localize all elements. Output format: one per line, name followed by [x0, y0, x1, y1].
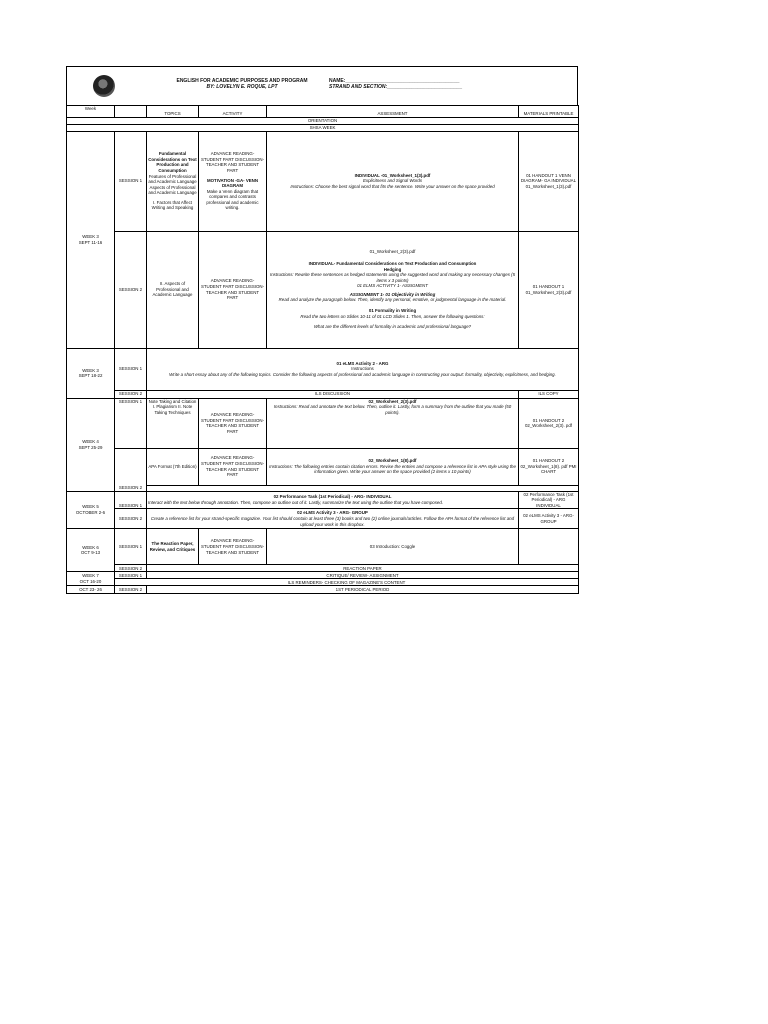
shsa-week-cell: SHSA WEEK: [67, 124, 579, 131]
week-dates: OCT 16-20: [79, 578, 102, 584]
week6-label-cell: [67, 529, 115, 572]
week-dates: OCTOBER 2-6: [75, 509, 106, 515]
col-blank: [115, 106, 147, 118]
col-assessment: ASSESSMENT: [267, 106, 519, 118]
course-title: ENGLISH FOR ACADEMIC PURPOSES AND PROGRAM: [176, 78, 308, 84]
week4-label-cell: [67, 398, 115, 491]
schedule-table: [66, 105, 579, 594]
assessment-title: INDIVIDUAL -01_Worksheet_1(3).pdf: [354, 172, 431, 178]
assessment-instructions: Instructions: Choose the best signal word that fits the sentence. Write your answer on the space provided: [290, 183, 495, 189]
shsa-week-row: [67, 124, 579, 131]
document-header: [66, 66, 578, 106]
col-week: Week: [67, 106, 115, 118]
name-line: NAME:_________________________________________: [329, 78, 460, 84]
week-label: WEEK 5: [82, 504, 99, 510]
session-label: SESSION 2: [115, 565, 147, 572]
assessment-subtitle: Hedging: [383, 266, 402, 272]
week-dates: SEPT 18-22: [78, 373, 103, 379]
week6-session1-row: [67, 529, 579, 565]
assessment-file: 02_Worksheet_2(3).pdf: [368, 398, 417, 404]
topic-cell: II. Aspects of Professional and Academic Language: [147, 231, 199, 348]
formality-question: What are the different levels of formality in academic and professional language?: [313, 324, 472, 330]
activity-cell: ADVANCE READING- STUDENT PART DISCUSSION- TEACHER AND STUDENT: [199, 529, 267, 565]
reaction-paper-cell: REACTION PAPER: [147, 565, 579, 572]
topic-title: Fundamental Considerations on Text Production and Consumption: [148, 151, 197, 173]
week-label: WEEK 7: [82, 573, 99, 579]
elms-activity: 01 ELMS ACTIVITY 1- ASSIGMENT: [357, 283, 428, 289]
materials-cell: 01 HANDOUT 2 02_Worksheet_2(3). pdf: [519, 398, 579, 448]
col-activity: ACTIVITY: [199, 106, 267, 118]
week-label: WEEK 3: [82, 234, 99, 239]
week7-label-cell: [67, 572, 115, 586]
topic-body: Features of Professional and Academic Language Aspects of Professional and Academic Language: [148, 173, 197, 196]
formality-instructions: Read the two letters on Slides 10-11 of 01 LCD Slides 1. Then, answer the following questions:: [300, 313, 485, 319]
materials-cell: ILS COPY: [519, 390, 579, 398]
week-label: WEEK 6: [82, 544, 99, 550]
activity-text: ADVANCE READING- STUDENT PART DISCUSSION- TEACHER AND STUDENT PART: [200, 151, 265, 173]
course-title-block: [167, 78, 317, 90]
week4-session2-row: [67, 448, 579, 485]
orientation-row: [67, 118, 579, 125]
assessment-instructions: Instructions: Read and annotate the text below. Then, outline it. Lastly, form a summary from the outline that you made (50 points).: [273, 404, 512, 415]
materials-cell: 01 HANDOUT 2 02_Worksheet_1(8). pdf PMI CHART: [519, 448, 579, 485]
week5-session1-row: [67, 491, 579, 509]
activity-instructions: Make a Venn diagram that compares and contrasts professional and academic writing.: [206, 188, 259, 211]
week5-label-cell: [67, 491, 115, 529]
session-label: SESSION 1: [115, 348, 147, 390]
week5-session2-row: [67, 509, 579, 529]
week-dates: SEPT 11-16: [78, 239, 103, 245]
ils-reminders-cell: ILS REMINDERS- CHECKING OF MAGAZINE'S CONTENT: [115, 579, 579, 586]
activity-cell: ADVANCE READING- STUDENT PART DISCUSSION- TEACHER AND STUDENT PART: [199, 231, 267, 348]
strand-line: STRAND AND SECTION:___________________________: [329, 84, 463, 90]
elms-activity-title: 02 eLMS Activity 3 - ARG- GROUP: [297, 510, 368, 516]
elms-activity-title: 01 eLMS Activity 2 - ARG: [336, 360, 389, 366]
week3-session2-row: [67, 231, 579, 348]
session-label: SESSION 2: [115, 390, 147, 398]
assessment-instructions: Instructions: Rewrite these sentences as hedged statements using the suggested word and making any necessary changes (5 items x 3 points): [269, 272, 516, 283]
ils-discussion-cell: ILS DISCUSSION: [147, 390, 519, 398]
materials-cell: 02 eLMS Activity 3 - ARG- GROUP: [519, 509, 579, 529]
elms-activity-text: Write a short essay about any of the following topics. Consider the following aspects of professional and academic language in constructing your output: formality, objectivity, explicitness, and hedging.: [169, 371, 556, 377]
week4-session1-row: [67, 398, 579, 448]
periodical-cell: 1ST PERIODICAL PERIOD: [147, 586, 579, 594]
assessment-cell: [267, 131, 519, 231]
session-label: SESSION 1: [115, 529, 147, 565]
week3b-session2-row: [67, 390, 579, 398]
student-info-block: [329, 78, 462, 90]
school-seal-logo: [93, 75, 115, 97]
orientation-cell: ORIENTATION: [67, 118, 579, 125]
col-materials: MATERIALS PRINTABLE: [519, 106, 579, 118]
elms-activity-cell: [147, 348, 579, 390]
performance-task-cell: [147, 491, 519, 509]
session-label: SESSION 2: [115, 231, 147, 348]
week8-row: [67, 586, 579, 594]
assignment-instructions: Read and analyze the paragraph below. Then, identify any personal, emotive, or judgmental language in the material.: [278, 297, 507, 303]
session-label: SESSION 2: [115, 448, 147, 491]
week3-session1-row: [67, 131, 579, 231]
assignment-title: ASSIGNMENT 1- 01 Objectivity in Writing: [349, 291, 436, 297]
assessment-file: 01_Worksheet_2(3).pdf: [369, 249, 416, 255]
activity-cell: ADVANCE READING- STUDENT PART DISCUSSION- TEACHER AND STUDENT PART: [199, 398, 267, 448]
week-dates: OCT 9-13: [80, 550, 101, 556]
session-label: SESSION 1: [115, 398, 147, 448]
topic-cell: Note Taking and Citation I. Plagiarism II. Note Taking Techniques: [147, 398, 199, 448]
syllabus-sheet: [66, 66, 578, 594]
instructions-label: Instructions: [351, 366, 374, 372]
activity-title: MOTIVATION -GA- VENN DIAGRAM: [206, 177, 259, 189]
col-topics: TOPICS: [147, 106, 199, 118]
session-label: SESSION 1: [115, 572, 147, 579]
assessment-instructions: Instructions: The following entries contain citation errors. Revise the entries and compose a reference list in APA style using the information given. Write your answer on the space provided (2 items x 10 points): [269, 463, 516, 475]
assessment-title: INDIVIDUAL- Fundamental Considerations on Text Production and Consumption: [308, 260, 477, 266]
week6-session2-row: [67, 565, 579, 572]
week3-label-cell: [67, 131, 115, 348]
session-label: SESSION 2: [115, 586, 147, 594]
critique-cell: CRITIQUE/ REVIEW- ASSIGNMENT: [147, 572, 579, 579]
activity-cell: ADVANCE READING- STUDENT PART DISCUSSION- TEACHER AND STUDENT PART: [199, 448, 267, 485]
performance-task-text: Interact with the text below through annotation. Then, compose an outline out of it. Lastly, summarize the text using the outline that you have composed.: [148, 499, 443, 505]
week7-session1-row: [67, 572, 579, 579]
session-label: SESSION 1: [115, 491, 147, 509]
formality-title: 01 Formality in Writing: [368, 308, 417, 314]
assessment-cell: [267, 448, 519, 485]
column-header-row: [67, 106, 579, 118]
topic-cell: APA Format (7th Edition): [147, 448, 199, 485]
week-dates: SEPT 25-29: [78, 444, 103, 450]
week-label: WEEK 3: [82, 367, 99, 373]
topic-sub: I. Factors that Affect Writing and Speaking: [151, 199, 194, 211]
performance-task-title: 02 Performance Task (1st Periodical) - ARG- INDIVIDUAL: [273, 494, 392, 500]
materials-cell: 01 HANDOUT 1 01_Worksheet_2(3).pdf: [519, 231, 579, 348]
assessment-file: 02_Worksheet_1(8).pdf: [368, 458, 417, 464]
assessment-cell: [267, 231, 519, 348]
assessment-subtitle: Explicitness and Signal Words: [362, 178, 423, 184]
week3b-label-cell: [67, 348, 115, 398]
materials-cell: 01 HANDOUT 1 VENN DIAGRAM- GA INDIVIDUAL 01_Worksheet_1(3).pdf: [519, 131, 579, 231]
elms-activity-text: Create a reference list for your strand-specific magazine. Your list should contain at least three (3) books and two (2) online journals/articles. Follow the APA format of the reference list and upload your work in this dropbox.: [150, 516, 515, 527]
author-line: BY: LOVELYN E. ROQUE, LPT: [206, 84, 278, 90]
topic-cell: The Reaction Paper, Review, and Critiques: [147, 529, 199, 565]
week3b-session1-row: [67, 348, 579, 390]
activity-cell: [199, 131, 267, 231]
topic-cell: [147, 131, 199, 231]
session-label: SESSION 2: [115, 509, 147, 529]
assessment-cell: 03 Introduction: Coggle: [267, 529, 519, 565]
week-dates: OCT 23- 26: [67, 586, 115, 594]
week7-session2-row: [67, 579, 579, 586]
materials-cell: [519, 529, 579, 565]
session-label: SESSION 1: [115, 131, 147, 231]
week-label: WEEK 4: [82, 439, 99, 444]
materials-cell: 02 Performance Task (1st Periodical) - ARG INDIVIDUAL: [519, 491, 579, 509]
assessment-cell: [267, 398, 519, 448]
elms-activity-cell: [147, 509, 519, 529]
